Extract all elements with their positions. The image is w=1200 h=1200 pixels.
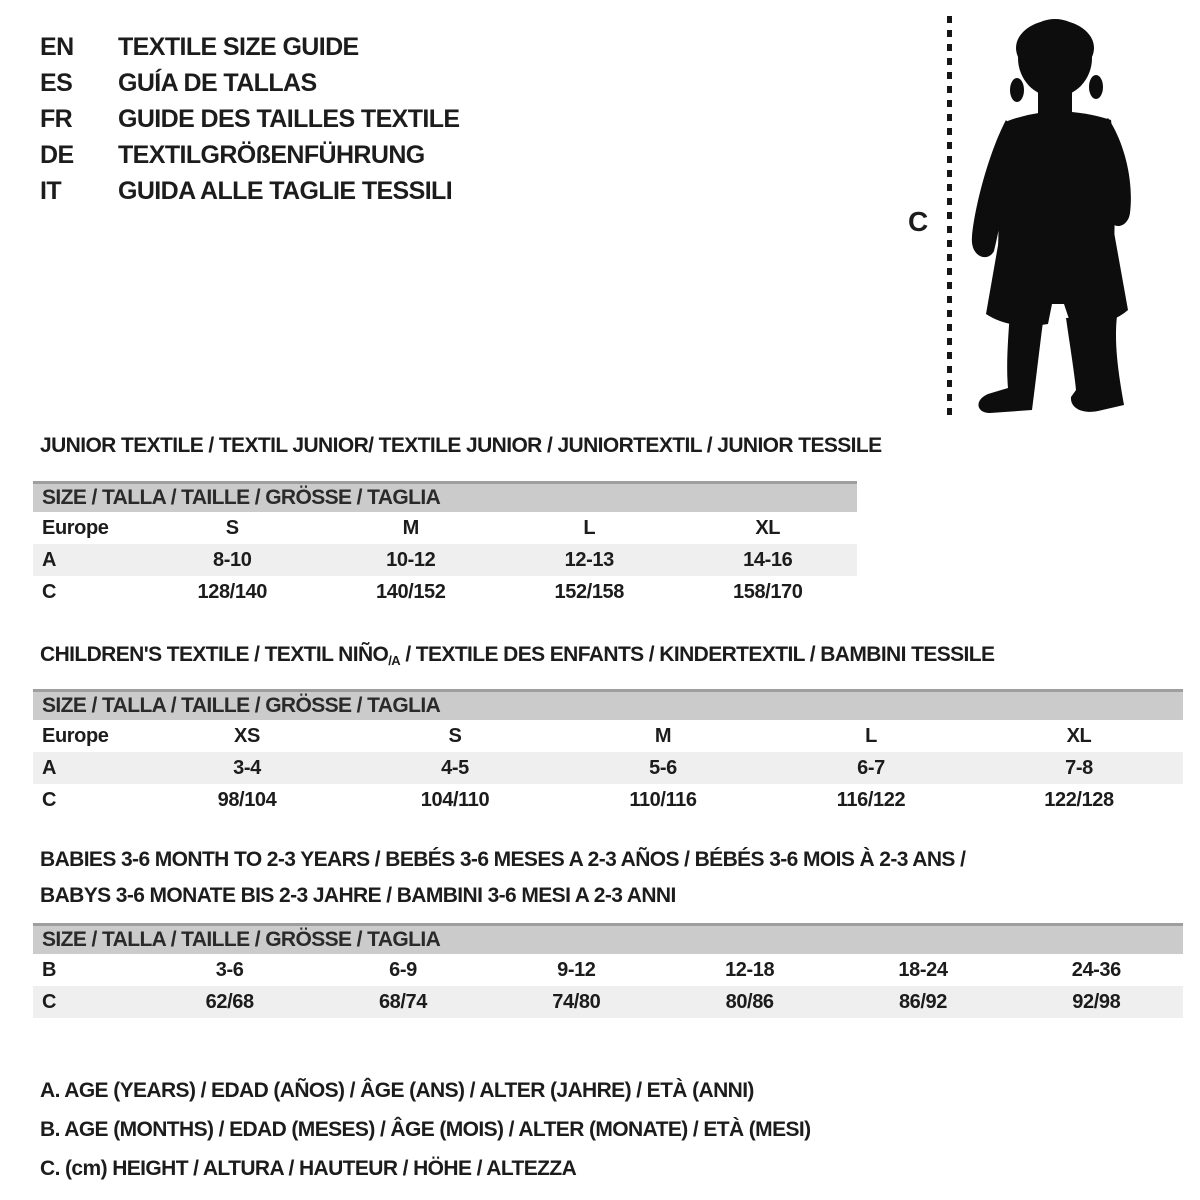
age-cell: 6-7 (857, 756, 885, 779)
months-cell: 12-18 (725, 958, 775, 981)
guide-title: GUIDE DES TAILLES TEXTILE (118, 104, 460, 133)
language-row-de (40, 137, 460, 173)
size-cell: S (225, 516, 239, 539)
size-cell: M (654, 724, 672, 747)
age-cell: 12-13 (564, 548, 614, 571)
children-section-heading (40, 643, 994, 668)
age-cell: 10-12 (386, 548, 436, 571)
guide-title: TEXTILE SIZE GUIDE (118, 32, 359, 61)
guide-title: TEXTILGRÖßENFÜHRUNG (118, 140, 425, 169)
language-code: IT (40, 176, 62, 205)
language-row-it (40, 173, 460, 209)
row-label: Europe (42, 516, 109, 539)
height-cell: 152/158 (554, 580, 624, 603)
row-label: C (42, 788, 57, 811)
age-cell: 7-8 (1065, 756, 1093, 779)
heading-line-1: BABIES 3-6 MONTH TO 2-3 YEARS / BEBÉS 3-6 MESES A 2-3 AÑOS / BÉBÉS 3-6 MOIS À 2-3 ANS / (40, 848, 966, 871)
legend-age-years: A. AGE (YEARS) / EDAD (AÑOS) / ÂGE (ANS) / ALTER (JAHRE) / ETÀ (ANNI) (40, 1078, 754, 1102)
legend-height-cm: C. (cm) HEIGHT / ALTURA / HAUTEUR / HÖHE / ALTEZZA (40, 1156, 577, 1180)
months-cell: 18-24 (898, 958, 948, 981)
age-cell: 3-4 (233, 756, 261, 779)
height-dashed-line (947, 16, 952, 416)
table-row-age (33, 752, 1183, 784)
row-label: C (42, 990, 57, 1013)
row-label: C (42, 580, 57, 603)
height-cell: 80/86 (725, 990, 774, 1013)
heading-text: CHILDREN'S TEXTILE / TEXTIL NIÑO (40, 643, 389, 666)
height-cell: 86/92 (898, 990, 947, 1013)
height-cell: 104/110 (420, 788, 490, 811)
size-header-bar: SIZE / TALLA / TAILLE / GRÖSSE / TAGLIA (33, 923, 1183, 954)
row-label: Europe (42, 724, 109, 747)
language-row-es (40, 65, 460, 101)
legend-age-months: B. AGE (MONTHS) / EDAD (MESES) / ÂGE (MOIS) / ALTER (MONATE) / ETÀ (MESI) (40, 1117, 811, 1141)
size-header-bar: SIZE / TALLA / TAILLE / GRÖSSE / TAGLIA (33, 689, 1183, 720)
size-cell: XS (234, 724, 260, 747)
table-row-months (33, 954, 1183, 986)
size-cell: XL (755, 516, 781, 539)
guide-title: GUÍA DE TALLAS (118, 68, 317, 97)
heading-line-2: BABYS 3-6 MONATE BIS 2-3 JAHRE / BAMBINI 3-6 MESI A 2-3 ANNI (40, 884, 676, 907)
size-cell: L (865, 724, 877, 747)
size-header-bar: SIZE / TALLA / TAILLE / GRÖSSE / TAGLIA (33, 481, 857, 512)
junior-size-table (33, 481, 857, 608)
row-label: A (42, 756, 57, 779)
height-cell: 68/74 (378, 990, 428, 1013)
babies-section-heading (40, 842, 965, 914)
age-cell: 14-16 (743, 548, 793, 571)
table-row-europe (33, 720, 1183, 752)
height-cell: 116/122 (836, 788, 906, 811)
height-cell: 62/68 (205, 990, 254, 1013)
age-cell: 5-6 (649, 756, 677, 779)
row-label: B (42, 958, 57, 981)
table-row-height (33, 576, 857, 608)
height-cell: 158/170 (733, 580, 803, 603)
language-code: DE (40, 140, 74, 169)
language-code: EN (40, 32, 74, 61)
size-cell: L (583, 516, 596, 539)
height-cell: 92/98 (1072, 990, 1121, 1013)
table-row-age (33, 544, 857, 576)
months-cell: 6-9 (389, 958, 417, 981)
months-cell: 24-36 (1071, 958, 1121, 981)
size-cell: S (448, 724, 462, 747)
language-code: FR (40, 104, 73, 133)
toddler-silhouette-image (956, 14, 1146, 422)
height-measure-label: C (908, 206, 929, 237)
months-cell: 9-12 (557, 958, 596, 981)
age-cell: 8-10 (213, 548, 252, 571)
age-cell: 4-5 (441, 756, 469, 779)
table-row-height (33, 986, 1183, 1018)
babies-size-table (33, 923, 1183, 1018)
language-row-en (40, 29, 460, 65)
row-label: A (42, 548, 57, 571)
language-title-list (40, 29, 460, 209)
junior-section-heading: JUNIOR TEXTILE / TEXTIL JUNIOR/ TEXTILE JUNIOR / JUNIORTEXTIL / JUNIOR TESSILE (40, 434, 882, 457)
language-code: ES (40, 68, 73, 97)
height-cell: 74/80 (552, 990, 601, 1013)
size-cell: XL (1066, 724, 1092, 747)
height-cell: 128/140 (197, 580, 267, 603)
size-cell: M (402, 516, 419, 539)
height-cell: 122/128 (1044, 788, 1114, 811)
guide-title: GUIDA ALLE TAGLIE TESSILI (118, 176, 453, 205)
months-cell: 3-6 (215, 958, 244, 981)
height-cell: 140/152 (376, 580, 446, 603)
heading-text: / TEXTILE DES ENFANTS / KINDERTEXTIL / BAMBINI TESSILE (400, 643, 995, 666)
legend-block (40, 1071, 811, 1188)
height-cell: 110/116 (629, 788, 697, 811)
height-cell: 98/104 (217, 788, 277, 811)
children-size-table (33, 689, 1183, 816)
language-row-fr (40, 101, 460, 137)
table-row-europe (33, 512, 857, 544)
table-row-height (33, 784, 1183, 816)
heading-subscript: /A (388, 653, 401, 668)
